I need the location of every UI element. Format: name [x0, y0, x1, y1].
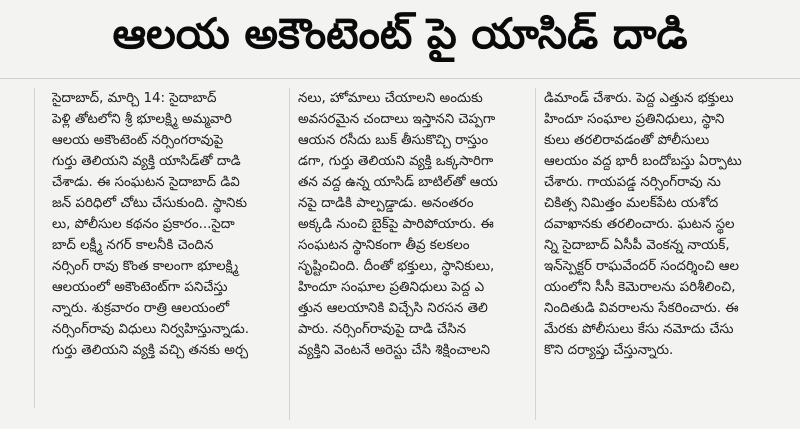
- text-line: ఆలయంలో అకౌంటెంట్‌గా పనిచేస్తు: [52, 280, 228, 295]
- text-line: ఆయన రసీదు బుక్ తీసుకొచ్చి రాస్తుం: [298, 133, 489, 148]
- text-line: చికిత్స నిమిత్తం మలక్‌పేట యశోద: [544, 196, 719, 211]
- text-line: అవసరమైన చందాలు ఇస్తానని చెప్పగా: [298, 112, 496, 127]
- text-line: కొని దర్యాప్తు చేస్తున్నారు.: [544, 343, 674, 358]
- text-line: సంఘటన స్థానికంగా తీవ్ర కలకలం: [298, 238, 470, 253]
- text-line: నలు, హోమాలు చేయాలని అందుకు: [298, 91, 483, 106]
- text-line: పెళ్లి తోటలోని శ్రీ భూలక్ష్మి అమ్మవారి: [52, 112, 232, 127]
- text-line: సైదాబాద్, మార్చి 14: సైదాబాద్: [52, 91, 217, 106]
- text-line: ఇన్‌స్పెక్టర్ రాఘవేందర్ సందర్శించి ఆల: [544, 259, 739, 274]
- text-line: న్నారు. శుక్రవారం రాత్రి ఆలయంలో: [52, 301, 230, 316]
- text-line: నర్సింగ్ రావు కొంత కాలంగా భూలక్ష్మి: [52, 259, 239, 274]
- text-line: మేరకు పోలీసులు కేసు నమోదు చేసు: [544, 322, 734, 337]
- text-line: జన్ పరిధిలో చోటు చేసుకుంది. స్థానికు: [52, 196, 248, 211]
- text-line: హిందూ సంఘాల ప్రతినిధులు, స్థాని: [544, 112, 725, 127]
- text-line: త్తున ఆలయానికి విచ్చేసి నిరసన తెలి: [298, 301, 488, 316]
- text-line: వ్యక్తిని వెంటనే అరెస్టు చేసి శిక్షించాలని: [298, 343, 491, 358]
- text-line: గుర్తు తెలియని వ్యక్తి వచ్చి తనకు అర్చ: [52, 343, 249, 358]
- text-line: హిందూ సంఘాల ప్రతినిధులు పెద్ద ఎ: [298, 280, 485, 295]
- headline: ఆలయ అకౌంటెంట్ పై యాసిడ్ దాడి: [0, 0, 800, 79]
- text-line: చేశాడు. ఈ సంఘటన సైదాబాద్ డివి: [52, 175, 240, 190]
- text-line: లు, పోలీసుల కథనం ప్రకారం...సైదా: [52, 217, 235, 232]
- text-line: ఆలయం వద్ద భారీ బందోబస్తు ఏర్పాటు: [544, 154, 742, 169]
- text-line: నిందితుడి వివరాలను సేకరించారు. ఈ: [544, 301, 739, 316]
- article-column-2: [290, 88, 536, 420]
- article-column-3: [536, 88, 782, 420]
- text-line: తన వద్ద ఉన్న యాసిడ్ బాటిల్‌తో ఆయ: [298, 175, 498, 190]
- text-line: కులు తరలిరావడంతో పోలీసులు: [544, 133, 710, 148]
- text-line: న్ని సైదాబాద్ ఏసీపీ వెంకన్న నాయక్,: [544, 238, 730, 253]
- text-line: పారు. నర్సింగ్‌రావుపై దాడి చేసిన: [298, 322, 467, 337]
- text-line: నర్సింగ్‌రావు విధులు నిర్వహిస్తున్నాడు.: [52, 322, 250, 337]
- text-line: ఆలయ అకౌంటెంట్ నర్సింగరావుపై: [52, 133, 224, 148]
- text-line: చేశారు. గాయపడ్డ నర్సింగ్‌రావు ను: [544, 175, 721, 190]
- text-line: డిమాండ్ చేశారు. పెద్ద ఎత్తున భక్తులు: [544, 91, 734, 106]
- text-line: దవాఖానకు తరలించారు. ఘటన స్థల: [544, 217, 735, 232]
- text-line: నపై దాడికి పాల్పడ్డాడు. అనంతరం: [298, 196, 474, 211]
- text-line: బాద్ లక్ష్మీ నగర్ కాలనీకి చెందిన: [52, 238, 214, 253]
- column-rule: [34, 88, 35, 408]
- article-body: [44, 88, 784, 420]
- text-line: యంలోని సీసీ కెమెరాలను పరిశీలించి,: [544, 280, 736, 295]
- article-column-1: [44, 88, 290, 420]
- text-line: సృష్టించింది. దీంతో భక్తులు, స్థానికులు,: [298, 259, 495, 274]
- text-line: డగా, గుర్తు తెలియని వ్యక్తి ఒక్కసారిగా: [298, 154, 494, 169]
- text-line: అక్కడి నుంచి బైక్‌పై పారిపోయారు. ఈ: [298, 217, 494, 232]
- text-line: గుర్తు తెలియని వ్యక్తి యాసిడ్‌తో దాడి: [52, 154, 241, 169]
